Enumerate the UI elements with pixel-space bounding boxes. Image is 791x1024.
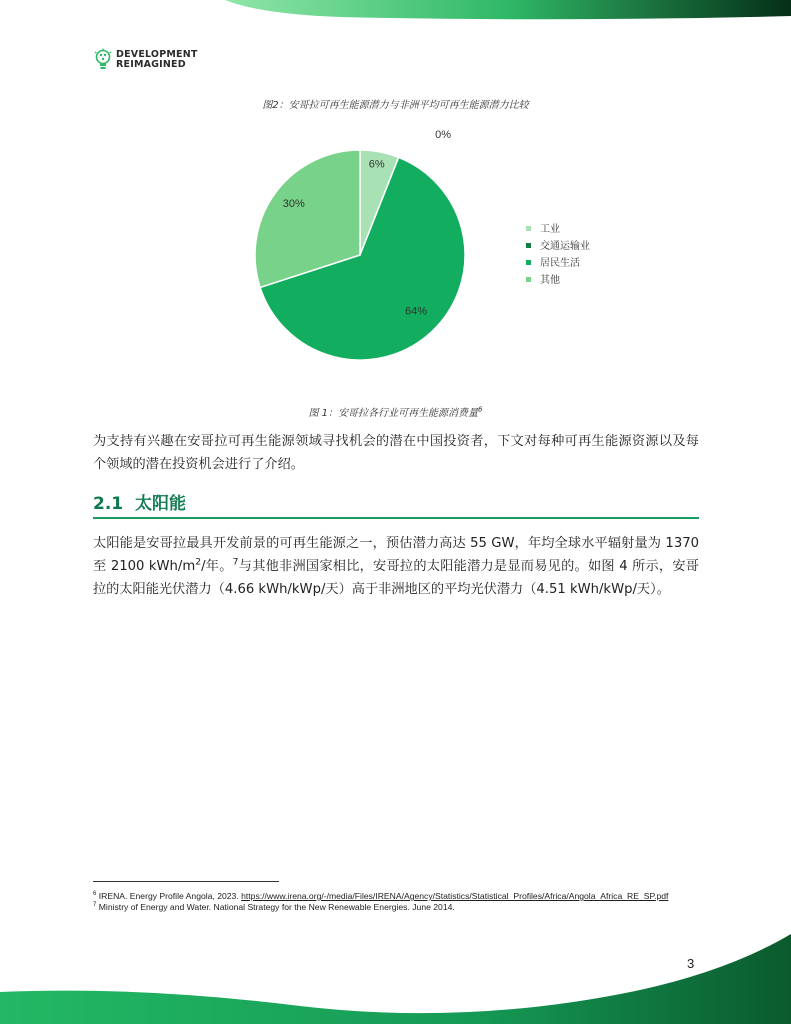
solar-text-part1: 太阳能是安哥拉最具开发前景的可再生能源之一，预估潜力高达 55 GW，年均全球水平辐射量为 1370 至 2100 kWh/m [93, 536, 699, 574]
footnote-6 [93, 891, 699, 902]
top-wave-decoration [0, 0, 791, 20]
pie-label-3: 30% [282, 197, 305, 210]
pie-chart [0, 120, 791, 390]
brand-line2: REIMAGINED [116, 59, 186, 70]
pie-label-2: 64% [405, 305, 428, 318]
solar-text-part2: /年。 [201, 559, 233, 574]
footnote-7 [93, 902, 699, 913]
legend-swatch-0 [526, 226, 531, 231]
heading-underline [93, 517, 699, 519]
footnote-6-text: IRENA. Energy Profile Angola, 2023. [98, 891, 242, 901]
superscript-2: 2 [195, 556, 202, 568]
legend-swatch-1 [526, 243, 531, 248]
figure1-caption-text: 图 1：安哥拉各行业可再生能源消费量 [308, 408, 479, 419]
pie-label-1: 0% [435, 129, 452, 142]
footnote-6-link[interactable]: https://www.irena.org/-/media/Files/IRENA/Agency/Statistics/Statistical_Profiles/Africa/Angola_Africa_RE_SP.pdf [241, 891, 669, 901]
solar-text-part3: 与其他非洲国家相比，安哥拉的太阳能潜力是显而易见的。如图 4 所示，安哥拉的太阳能光伏潜力（4.66 kWh/kWp/天）高于非洲地区的平均光伏潜力（4.51 kWh/kWp/天）。 [93, 559, 699, 597]
lightbulb-icon [94, 48, 112, 72]
legend-label-1: 交通运输业 [540, 241, 590, 252]
legend-item-1 [526, 239, 590, 252]
solar-paragraph [93, 532, 699, 601]
legend-swatch-3 [526, 277, 531, 282]
section-title: 太阳能 [134, 494, 186, 514]
page-number: 3 [687, 956, 695, 971]
figure2-caption: 图2：安哥拉可再生能源潜力与非洲平均可再生能源潜力比较 [262, 100, 529, 111]
footnote-7-text: Ministry of Energy and Water. National Strategy for the New Renewable Energies. June 2014. [98, 902, 455, 912]
section-heading [93, 489, 186, 514]
legend-swatch-2 [526, 260, 531, 265]
brand-line1: DEVELOPMENT [116, 49, 198, 60]
section-number: 2.1 [93, 494, 124, 514]
bottom-wave-decoration [0, 934, 791, 1024]
footnote-rule [93, 881, 279, 882]
footnote-7-number: 7 [93, 902, 97, 909]
footnote-ref-6: 6 [478, 405, 483, 414]
figure1-caption [0, 404, 791, 419]
legend-item-2 [526, 256, 580, 269]
intro-paragraph: 为支持有兴趣在安哥拉可再生能源领域寻找机会的潜在中国投资者，下文对每种可再生能源资源以及每个领域的潜在投资机会进行了介绍。 [93, 434, 699, 472]
pie-label-0: 6% [368, 158, 385, 171]
footnotes [93, 891, 699, 913]
brand-logo [94, 48, 198, 72]
legend-label-3: 其他 [540, 275, 560, 286]
legend-item-0 [526, 222, 560, 235]
legend-item-3 [526, 273, 560, 286]
footnote-ref-7: 7 [232, 556, 239, 568]
legend-label-0: 工业 [540, 224, 560, 235]
legend-label-2: 居民生活 [540, 258, 580, 269]
footnote-6-number: 6 [93, 891, 97, 898]
